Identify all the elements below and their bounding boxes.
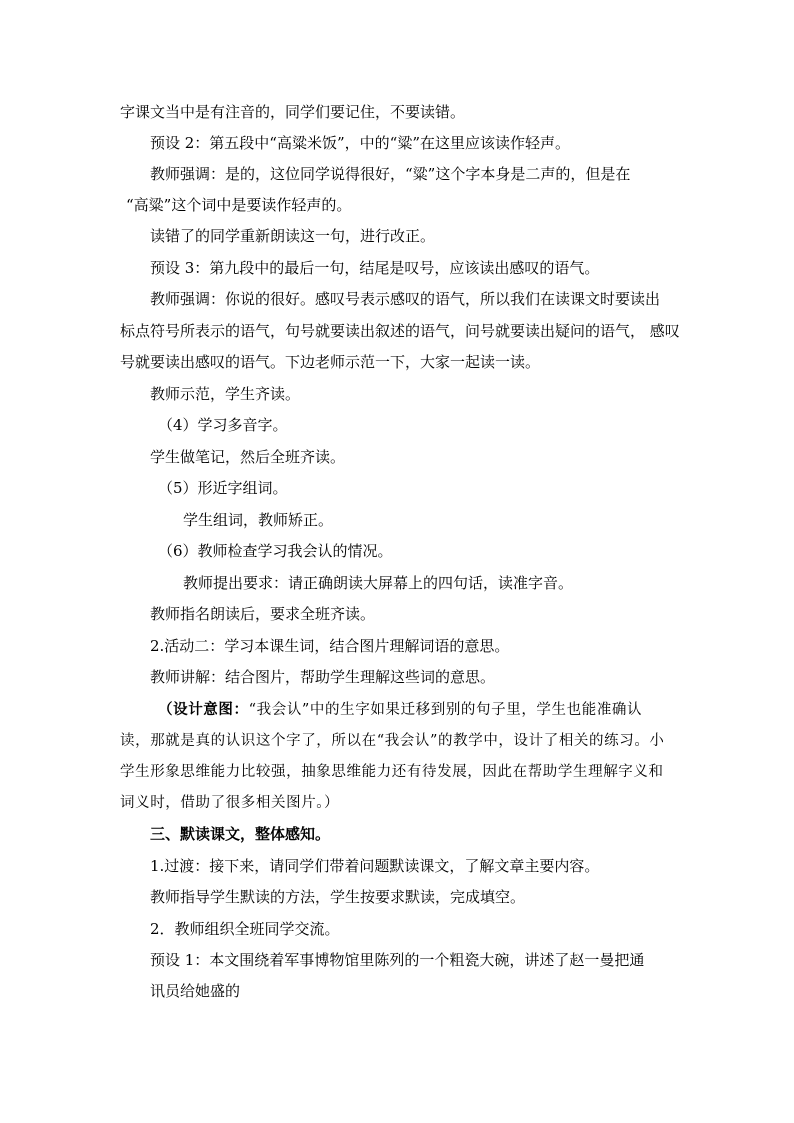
- paragraph-line: 讯员给她盛的: [150, 982, 241, 1000]
- design-intent-label: （设计意图：: [158, 701, 249, 718]
- paragraph-line: （5）形近字组词。: [158, 479, 288, 497]
- paragraph-line: 学生做笔记，然后全班齐读。: [150, 448, 346, 466]
- paragraph-line: 1.过渡：接下来，请同学们带着问题默读课文，了解文章主要内容。: [150, 857, 600, 875]
- design-intent-line: 词义时，借助了很多相关图片。）: [120, 795, 340, 811]
- paragraph-line: 学生组词，教师矫正。: [183, 511, 334, 529]
- paragraph-line: 教师指名朗读后，要求全班齐读。: [150, 605, 376, 623]
- paragraph-line: “高粱”这个词中是要读作轻声的。: [126, 196, 352, 214]
- paragraph-line: 教师指导学生默读的方法，学生按要求默读，完成填空。: [150, 888, 526, 906]
- paragraph-line: 教师示范，学生齐读。: [150, 385, 301, 403]
- design-intent-text: “我会认”中的生字如果迁移到别的句子里，学生也能准确认: [248, 702, 643, 718]
- design-intent-line: [158, 700, 642, 720]
- paragraph-line: （4）学习多音字。: [158, 416, 288, 434]
- paragraph-line: 号就要读出感叹的语气。下边老师示范一下，大家一起读一读。: [120, 353, 541, 371]
- paragraph-line: 2．教师组织全班同学交流。: [150, 920, 340, 938]
- design-intent-line: 学生形象思维能力比较强，抽象思维能力还有待发展，因此在帮助学生理解字义和: [120, 764, 664, 780]
- paragraph-line: 标点符号所表示的语气，句号就要读出叙述的语气，问号就要读出疑问的语气， 感叹: [120, 322, 680, 340]
- paragraph-line: 教师强调：是的，这位同学说得很好，“粱”这个字本身是二声的，但是在: [150, 165, 631, 183]
- paragraph-line: 教师提出要求：请正确朗读大屏幕上的四句话，读准字音。: [183, 574, 574, 592]
- paragraph-line: 教师强调：你说的很好。感叹号表示感叹的语气，所以我们在读课文时要读出: [150, 290, 661, 308]
- section-heading: 三、默读课文，整体感知。: [150, 825, 331, 843]
- paragraph-line: 字课文当中是有注音的，同学们要记住，不要读错。: [120, 103, 466, 121]
- paragraph-line: 预设 3：第九段中的最后一句，结尾是叹号，应该读出感叹的语气。: [150, 259, 600, 277]
- paragraph-line: 读错了的同学重新朗读这一句，进行改正。: [150, 227, 436, 245]
- paragraph-line: 2.活动二：学习本课生词，结合图片理解词语的意思。: [150, 637, 510, 655]
- paragraph-line: （6）教师检查学习我会认的情况。: [158, 542, 393, 560]
- paragraph-line: 预设 2：第五段中“高粱米饭”，中的“粱”在这里应该读作轻声。: [150, 134, 570, 152]
- design-intent-line: 读，那就是真的认识这个字了，所以在“我会认”的教学中，设计了相关的练习。小: [120, 733, 665, 749]
- paragraph-line: 教师讲解：结合图片，帮助学生理解这些词的意思。: [150, 668, 496, 686]
- paragraph-line: 预设 1：本文围绕着军事博物馆里陈列的一个粗瓷大碗，讲述了赵一曼把通: [150, 951, 645, 969]
